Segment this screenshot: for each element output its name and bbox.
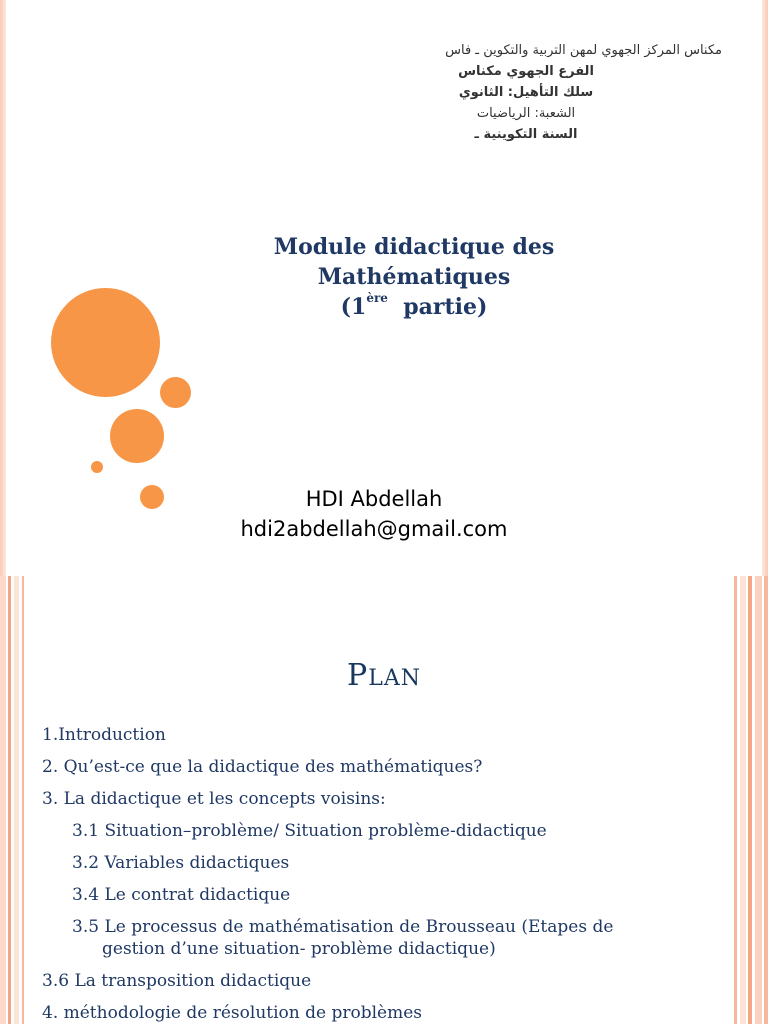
right-stripes — [734, 576, 768, 1024]
stripe — [14, 576, 19, 1024]
plan-list — [42, 724, 702, 1024]
plan-item-definition — [42, 756, 702, 778]
decorative-circle-small-1 — [160, 377, 191, 408]
stripe — [0, 576, 6, 1024]
plan-heading-rest: LAN — [368, 666, 421, 691]
plan-subitem-situation-probleme — [42, 820, 702, 842]
decorative-circle-tiny — [91, 461, 103, 473]
title-part-prefix: (1 — [340, 294, 367, 320]
plan-item-text: 3.2 Variables didactiques — [72, 853, 290, 873]
plan-item-text: 3.4 Le contrat didactique — [72, 885, 291, 905]
stripe — [764, 576, 768, 1024]
decorative-circle-medium — [110, 409, 164, 463]
plan-item-text: 3.5 Le processus de mathématisation de Brousseau (Etapes de — [72, 917, 614, 937]
stripe — [22, 576, 24, 1024]
author-email: hdi2abdellah@gmail.com — [240, 517, 508, 541]
title-line-2: Mathématiques — [317, 264, 511, 290]
plan-subitem-mathematisation — [42, 916, 702, 960]
plan-subitem-contrat — [42, 884, 702, 906]
left-decorative-band — [0, 0, 6, 576]
plan-item-text: 3.1 Situation–problème/ Situation problème-didactique — [72, 821, 547, 841]
plan-item-text: 2. Qu’est-ce que la didactique des mathématiques? — [42, 757, 483, 777]
institution-line-4: الشعبة: الرياضيات — [476, 106, 576, 121]
plan-item-concepts — [42, 788, 702, 810]
plan-subitem-variables — [42, 852, 702, 874]
institution-line-1: مكناس المركز الجهوي لمهن التربية والتكوين ـ فاس — [445, 43, 722, 58]
stripe — [755, 576, 762, 1024]
stripe — [734, 576, 737, 1024]
decorative-circle-large — [51, 288, 160, 397]
title-part-superscript: ère — [366, 291, 388, 305]
plan-item-text: 3. La didactique et les concepts voisins: — [42, 789, 386, 809]
plan-slide — [0, 576, 768, 1024]
plan-item-text: 3.6 La transposition didactique — [42, 971, 312, 991]
plan-item-transposition — [42, 970, 702, 992]
author-block — [214, 484, 534, 544]
author-name: HDI Abdellah — [305, 487, 443, 511]
slide-title — [214, 232, 614, 322]
plan-heading-initial: P — [347, 658, 369, 693]
decorative-circle-small-2 — [140, 485, 164, 509]
institution-line-3: سلك التأهيل: الثانوي — [458, 85, 594, 100]
title-line-3 — [214, 292, 614, 322]
institution-line-2: الفرع الجهوي مكناس — [458, 64, 594, 79]
plan-heading — [234, 658, 534, 693]
plan-item-text-continued: gestion d’une situation- problème didactique) — [102, 939, 496, 959]
right-decorative-band — [762, 0, 768, 576]
title-part-suffix: partie) — [387, 294, 488, 320]
plan-item-introduction — [42, 724, 702, 746]
plan-item-text: 4. méthodologie de résolution de problèmes — [42, 1003, 423, 1023]
title-line-1: Module didactique des — [273, 234, 555, 260]
plan-item-text: 1.Introduction — [42, 725, 166, 745]
left-stripes — [0, 576, 30, 1024]
institution-header — [330, 40, 722, 145]
stripe — [8, 576, 11, 1024]
stripe — [740, 576, 746, 1024]
stripe — [748, 576, 752, 1024]
institution-line-5: السنة التكوينية ـ — [474, 127, 578, 142]
plan-item-methodologie — [42, 1002, 702, 1024]
